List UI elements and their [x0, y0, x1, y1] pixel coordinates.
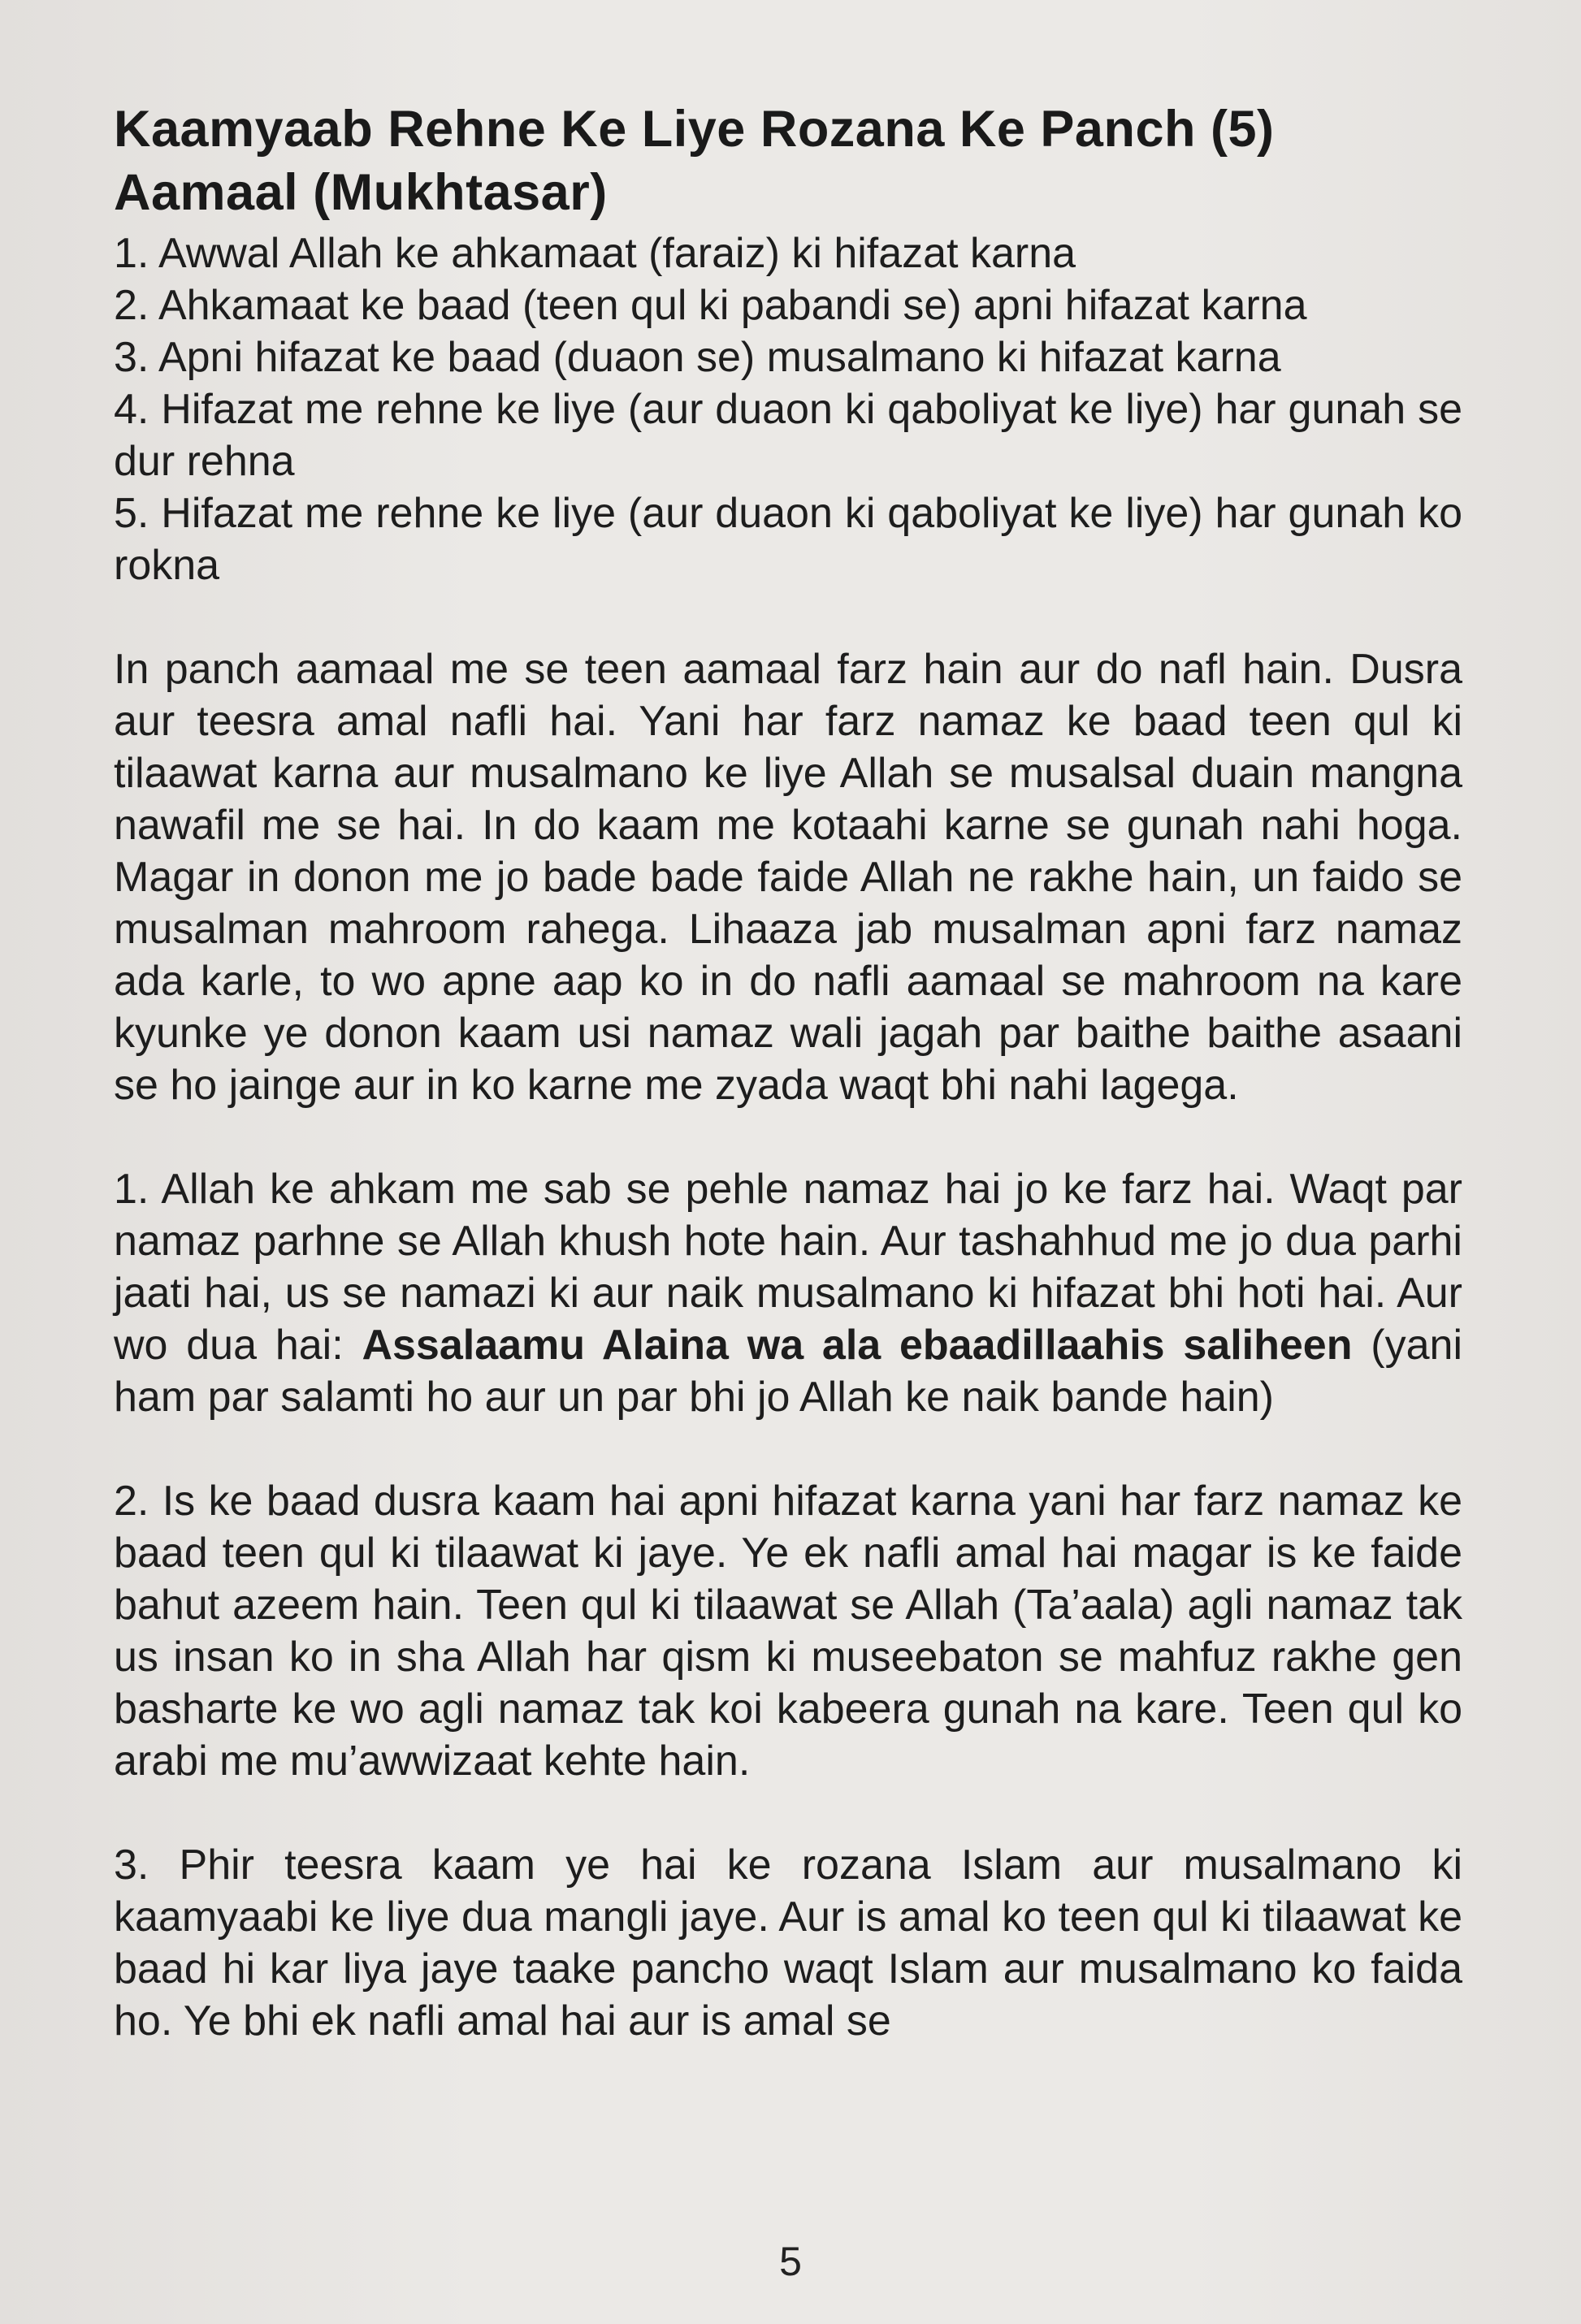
- point-1-translation: (yani ham par salamti ho aur un par bhi jo Allah ke naik bande hain): [114, 1322, 1463, 1421]
- point-2-paragraph: 2. Is ke baad dusra kaam hai apni hifazat karna yani har farz namaz ke baad teen qul ki tilaawat ki jaye. Ye ek nafli amal hai magar is ke faide bahut azeem hain. Teen qul ki tilaawat se Allah (Ta’aala) agli namaz tak us insan ko in sha Allah har qism ki museebaton se mahfuz rakhe gen basharte ke wo agli namaz tak koi kabeera gunah na kare. Teen qul ko arabi me mu’awwizaat kehte hain.: [114, 1478, 1462, 1785]
- summary-list: [114, 227, 1462, 591]
- page-content: [114, 97, 1462, 2047]
- list-item: 1. Awwal Allah ke ahkamaat (faraiz) ki hifazat karna: [114, 230, 1076, 277]
- page-number: 5: [779, 2239, 802, 2284]
- list-item: 4. Hifazat me rehne ke liye (aur duaon ki qaboliyat ke liye) har gunah se dur rehna: [114, 386, 1462, 485]
- point-1-text: 1. Allah ke ahkam me sab se pehle namaz hai jo ke farz hai. Waqt par namaz parhne se Allah khush hote hain. Aur tashahhud me jo dua parhi jaati hai, us se namazi ki aur naik musalmano ki hifazat bhi hoti hai. Aur wo dua hai:: [114, 1166, 1462, 1369]
- point-1-paragraph: [114, 1163, 1462, 1423]
- point-3-paragraph: 3. Phir teesra kaam ye hai ke rozana Islam aur musalmano ki kaamyaabi ke liye dua mangli jaye. Aur is amal ko teen qul ki tilaawat ke baad hi kar liya jaye taake pancho waqt Islam aur musalmano ko faida ho. Ye bhi ek nafli amal hai aur is amal se: [114, 1841, 1462, 2045]
- list-item: 2. Ahkamaat ke baad (teen qul ki pabandi se) apni hifazat karna: [114, 282, 1307, 329]
- intro-paragraph: In panch aamaal me se teen aamaal farz hain aur do nafl hain. Dusra aur teesra amal nafli hai. Yani har farz namaz ke baad teen qul ki tilaawat karna aur musalmano ke liye Allah se musalsal duain mangna nawafil me se hai. In do kaam me kotaahi karne se gunah nahi hoga. Magar in donon me jo bade bade faide Allah ne rakhe hain, un faido se musalman mahroom rahega. Lihaaza jab musalman apni farz namaz ada karle, to wo apne aap ko in do nafli aamaal se mahroom na kare kyunke ye donon kaam usi namaz wali jagah par baithe baithe asaani se ho jainge aur in ko karne me zyada waqt bhi nahi lagega.: [114, 646, 1462, 1109]
- dua-text: Assalaamu Alaina wa ala ebaadillaahis saliheen: [362, 1322, 1353, 1369]
- list-item: 5. Hifazat me rehne ke liye (aur duaon ki qaboliyat ke liye) har gunah ko rokna: [114, 490, 1462, 589]
- page-title: Kaamyaab Rehne Ke Liye Rozana Ke Panch (5) Aamaal (Mukhtasar): [114, 101, 1275, 221]
- list-item: 3. Apni hifazat ke baad (duaon se) musalmano ki hifazat karna: [114, 334, 1281, 381]
